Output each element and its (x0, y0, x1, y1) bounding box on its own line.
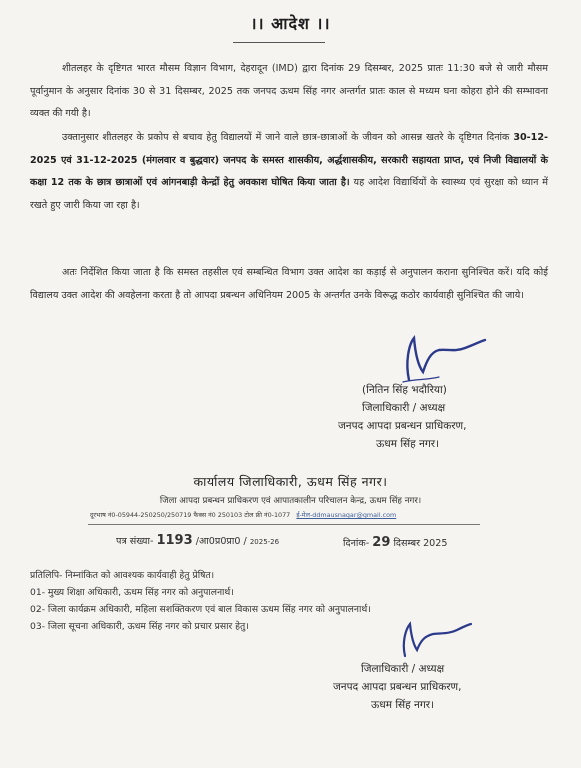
date-day: 29 (372, 535, 391, 550)
paragraph-compliance (30, 262, 548, 307)
signature-block-2 (333, 660, 543, 714)
paragraph-holiday-order (30, 127, 548, 217)
office-subtitle: जिला आपदा प्रबन्धन प्राधिकरण एवं आपातकालीन परिचालन केन्द्र, ऊधम सिंह नगर। (159, 496, 422, 506)
signatory-2-designation: जिलाधिकारी / अध्यक्ष (361, 663, 445, 675)
contact-email: ई-मेल-ddmausnagar@gmail.com (296, 511, 397, 519)
letter-reference (116, 533, 279, 548)
reference-number: 1193 (156, 533, 193, 548)
handwritten-signature-2 (393, 618, 473, 662)
signatory-name: (नितिन सिंह भदौरिया) (362, 384, 447, 396)
reference-suffix: /आ0प्र0प्रा0 / (195, 536, 247, 547)
handwritten-signature-1 (395, 330, 490, 388)
signatory-place: ऊधम सिंह नगर। (376, 438, 440, 450)
contact-underline (88, 524, 480, 525)
copy-list-item: 03- जिला सूचना अधिकारी, ऊधम सिंह नगर को प्रचार प्रसार हेतु। (30, 621, 249, 632)
paragraph-2-bold-text: 30-12-2025 एवं 31-12-2025 (मंगलवार व बुद्धवार) जनपद के समस्त शासकीय, अर्द्धशासकीय, सरकारी सहायता प्राप्त, एवं निजी विद्यालयों के कक्षा 12 तक के छात्र छात्राओं एवं आंगनबाड़ी केन्द्रों हेतु अवकाश घोषित किया जाता है। (30, 132, 548, 188)
copy-list-item: 01- मुख्य शिक्षा अधिकारी, ऊधम सिंह नगर को अनुपालनार्थ। (30, 587, 234, 598)
paragraph-3-text: अतः निर्देशित किया जाता है कि समस्त तहसील एवं सम्बन्धित विभाग उक्त आदेश का कड़ाई से अनुपालन कराना सुनिश्चित करें। यदि कोई विद्यालय उक्त आदेश की अवहेलना करता है तो आपदा प्रबन्धन अधिनियम 2005 के अन्तर्गत उनके विरूद्ध कठोर कार्यवाही सुनिश्चित की जाये। (30, 267, 548, 301)
order-title: ।। आदेश ।। (250, 14, 331, 33)
paragraph-1-text: शीतलहर के दृष्टिगत भारत मौसम विज्ञान विभाग, देहरादून (IMD) द्वारा दिनांक 29 दिसम्बर, 2025 प्रातः 11:30 बजे से जारी मौसम पूर्वानुमान के अनुसार दिनांक 30 से 31 दिसम्बर, 2025 तक जनपद ऊधम सिंह नगर अन्तर्गत प्रातः काल से मध्यम घना कोहरा होने की सम्भावना व्यक्त की गयी है। (30, 63, 548, 119)
office-name: कार्यालय जिलाधिकारी, ऊधम सिंह नगर। (193, 474, 388, 489)
signatory-authority: जनपद आपदा प्रबन्धन प्राधिकरण, (338, 420, 467, 432)
reference-year: 2025-26 (249, 538, 280, 546)
contact-numbers: दूरभाष नं0-05944-250250/250719 फैक्स नं0 250103 टोल फ्री नं0-1077 (90, 511, 291, 519)
date-rest: दिसम्बर 2025 (393, 538, 448, 549)
letter-date (343, 535, 448, 550)
signatory-2-authority: जनपद आपदा प्रबन्धन प्राधिकरण, (333, 681, 462, 693)
signature-block-1 (338, 381, 548, 453)
signatory-designation: जिलाधिकारी / अध्यक्ष (362, 402, 446, 414)
reference-label: पत्र संख्या- (116, 536, 154, 547)
date-label: दिनांक- (343, 538, 370, 549)
title-underline (233, 42, 325, 43)
paragraph-2-text-start: उक्तानुसार शीतलहर के प्रकोप से बचाव हेतु विद्यालयों में जाने वाले छात्र-छात्राओं के जीवन को आसन्न खतरे के दृष्टिगत दिनांक (62, 132, 514, 143)
copy-list-item: 02- जिला कार्यक्रम अधिकारी, महिला सशक्तिकरण एवं बाल विकास ऊधम सिंह नगर को अनुपालनार्थ। (30, 604, 371, 615)
paragraph-2-text-end: यह आदेश विद्यार्थियों के स्वास्थ्य एवं सुरक्षा को ध्यान में रखते हुए जारी किया जा रहा है। (30, 177, 548, 211)
office-contact-line (90, 510, 490, 519)
signatory-2-place: ऊधम सिंह नगर। (371, 699, 435, 711)
paragraph-weather-forecast (30, 58, 548, 126)
copy-list-heading: प्रतिलिपि- निम्नांकित को आवश्यक कार्यवाही हेतु प्रेषित। (30, 570, 215, 581)
